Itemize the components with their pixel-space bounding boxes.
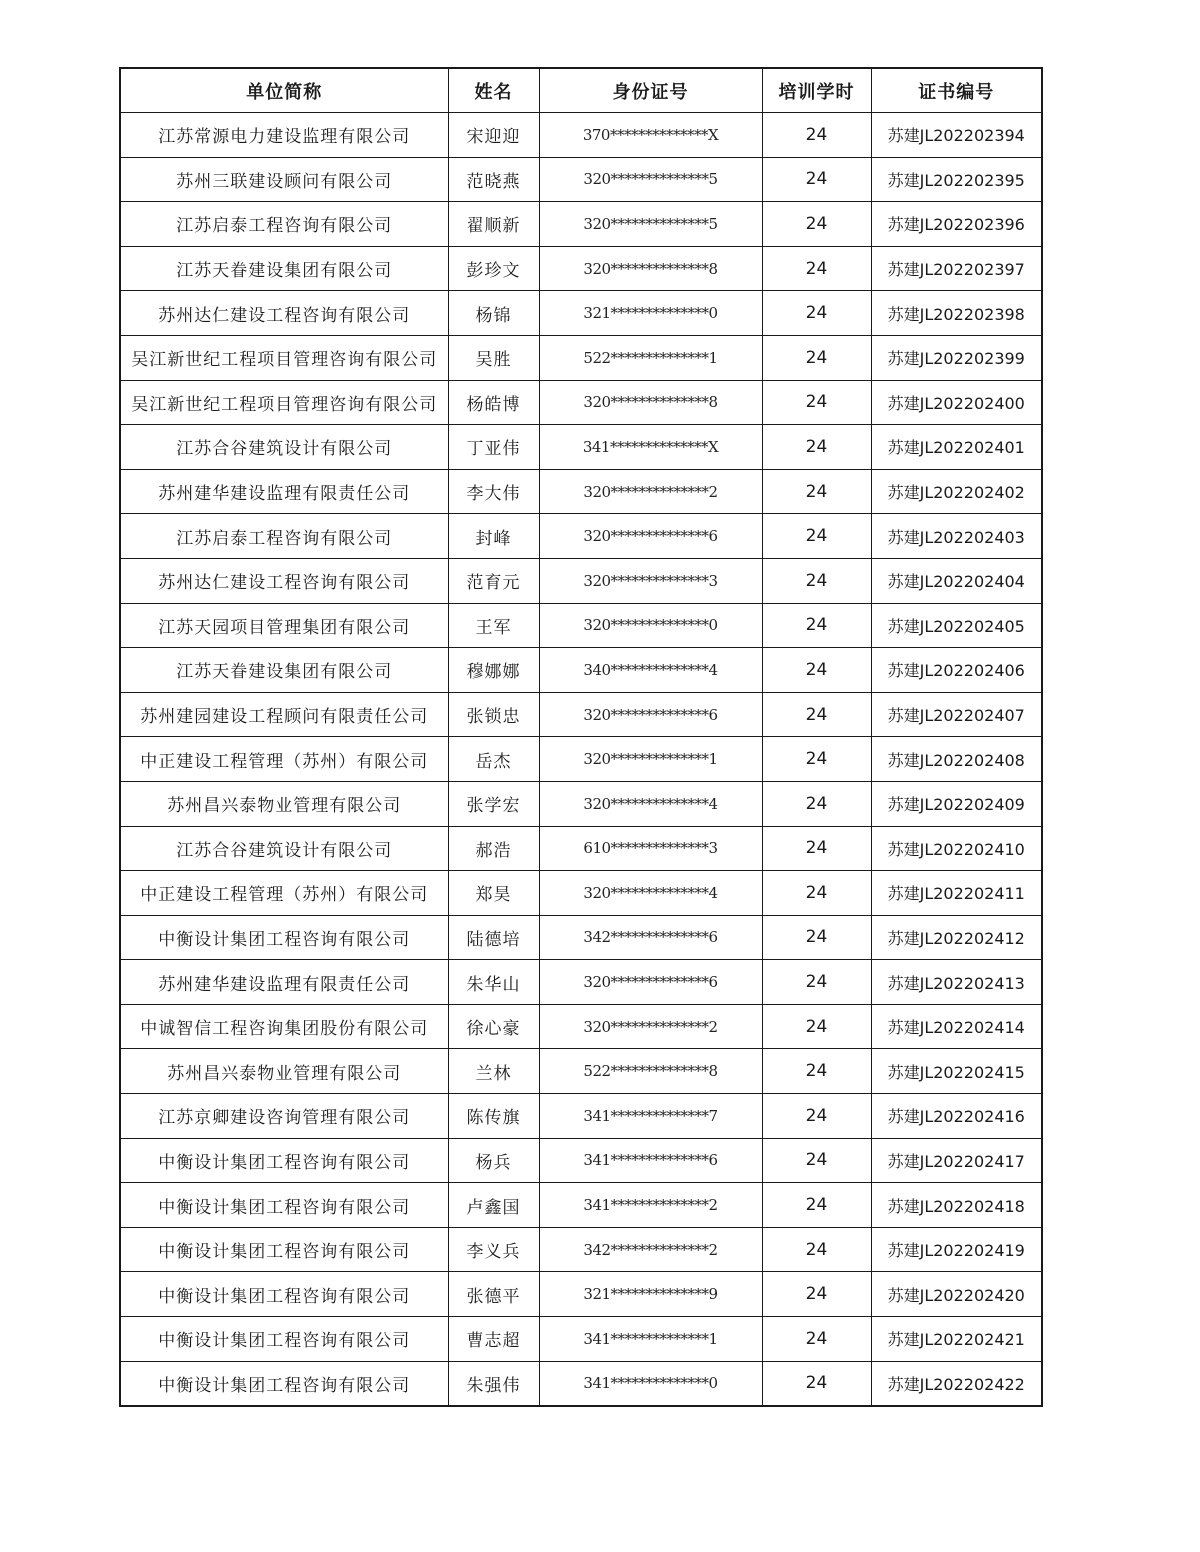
cell-unit: 江苏天眷建设集团有限公司 (120, 648, 448, 693)
cell-training-hours: 24 (762, 648, 871, 693)
cell-id-number: 341**************1 (539, 1317, 762, 1362)
cell-unit: 江苏启泰工程咨询有限公司 (120, 514, 448, 559)
cell-training-hours: 24 (762, 425, 871, 470)
cell-name: 封峰 (448, 514, 539, 559)
cell-certificate-number: 苏建JL202202403 (871, 514, 1042, 559)
cell-certificate-number: 苏建JL202202405 (871, 603, 1042, 648)
cell-training-hours: 24 (762, 1049, 871, 1094)
table-row (120, 425, 1042, 470)
cell-certificate-number: 苏建JL202202394 (871, 113, 1042, 158)
table-row (120, 603, 1042, 648)
cell-certificate-number: 苏建JL202202422 (871, 1361, 1042, 1406)
header-row (120, 68, 1042, 113)
table-row (120, 871, 1042, 916)
cell-certificate-number: 苏建JL202202397 (871, 246, 1042, 291)
cell-name: 朱华山 (448, 960, 539, 1005)
cell-id-number: 342**************2 (539, 1227, 762, 1272)
table-row (120, 781, 1042, 826)
cell-name: 张锁忠 (448, 692, 539, 737)
cell-certificate-number: 苏建JL202202417 (871, 1138, 1042, 1183)
table-row (120, 692, 1042, 737)
cell-unit: 苏州昌兴泰物业管理有限公司 (120, 1049, 448, 1094)
cell-id-number: 320**************3 (539, 558, 762, 603)
table-header (120, 68, 1042, 113)
header-certificate-number: 证书编号 (871, 68, 1042, 113)
cell-id-number: 522**************1 (539, 335, 762, 380)
table-row (120, 469, 1042, 514)
table-row (120, 113, 1042, 158)
cell-id-number: 321**************0 (539, 291, 762, 336)
cell-name: 朱强伟 (448, 1361, 539, 1406)
cell-training-hours: 24 (762, 291, 871, 336)
cell-name: 兰林 (448, 1049, 539, 1094)
cell-name: 李大伟 (448, 469, 539, 514)
cell-name: 岳杰 (448, 737, 539, 782)
cell-training-hours: 24 (762, 514, 871, 559)
cell-name: 卢鑫国 (448, 1183, 539, 1228)
table-row (120, 558, 1042, 603)
cell-unit: 中衡设计集团工程咨询有限公司 (120, 1361, 448, 1406)
cell-unit: 江苏京卿建设咨询管理有限公司 (120, 1094, 448, 1139)
cell-training-hours: 24 (762, 603, 871, 648)
cell-unit: 吴江新世纪工程项目管理咨询有限公司 (120, 380, 448, 425)
table-row (120, 1049, 1042, 1094)
cell-certificate-number: 苏建JL202202401 (871, 425, 1042, 470)
cell-id-number: 342**************6 (539, 915, 762, 960)
cell-certificate-number: 苏建JL202202396 (871, 202, 1042, 247)
cell-certificate-number: 苏建JL202202415 (871, 1049, 1042, 1094)
cell-id-number: 522**************8 (539, 1049, 762, 1094)
cell-certificate-number: 苏建JL202202418 (871, 1183, 1042, 1228)
cell-unit: 苏州达仁建设工程咨询有限公司 (120, 558, 448, 603)
cell-certificate-number: 苏建JL202202419 (871, 1227, 1042, 1272)
cell-training-hours: 24 (762, 1272, 871, 1317)
cell-certificate-number: 苏建JL202202406 (871, 648, 1042, 693)
cell-name: 穆娜娜 (448, 648, 539, 693)
cell-unit: 苏州三联建设顾问有限公司 (120, 157, 448, 202)
cell-name: 丁亚伟 (448, 425, 539, 470)
cell-certificate-number: 苏建JL202202411 (871, 871, 1042, 916)
cell-certificate-number: 苏建JL202202404 (871, 558, 1042, 603)
cell-id-number: 320**************8 (539, 246, 762, 291)
cell-training-hours: 24 (762, 781, 871, 826)
cell-training-hours: 24 (762, 1183, 871, 1228)
cell-id-number: 341**************6 (539, 1138, 762, 1183)
cell-name: 陈传旗 (448, 1094, 539, 1139)
table-row (120, 960, 1042, 1005)
cell-unit: 中正建设工程管理（苏州）有限公司 (120, 737, 448, 782)
table-row (120, 1094, 1042, 1139)
table-row (120, 1183, 1042, 1228)
cell-id-number: 320**************5 (539, 157, 762, 202)
cell-id-number: 320**************2 (539, 1004, 762, 1049)
cell-certificate-number: 苏建JL202202398 (871, 291, 1042, 336)
cell-unit: 江苏天眷建设集团有限公司 (120, 246, 448, 291)
cell-certificate-number: 苏建JL202202420 (871, 1272, 1042, 1317)
cell-training-hours: 24 (762, 737, 871, 782)
cell-certificate-number: 苏建JL202202413 (871, 960, 1042, 1005)
cell-name: 吴胜 (448, 335, 539, 380)
cell-certificate-number: 苏建JL202202408 (871, 737, 1042, 782)
table-row (120, 335, 1042, 380)
cell-training-hours: 24 (762, 692, 871, 737)
table-row (120, 1361, 1042, 1406)
cell-unit: 中衡设计集团工程咨询有限公司 (120, 1183, 448, 1228)
cell-training-hours: 24 (762, 1138, 871, 1183)
table-row (120, 514, 1042, 559)
cell-name: 范晓燕 (448, 157, 539, 202)
cell-id-number: 320**************1 (539, 737, 762, 782)
cell-unit: 江苏常源电力建设监理有限公司 (120, 113, 448, 158)
cell-id-number: 320**************0 (539, 603, 762, 648)
cell-name: 张德平 (448, 1272, 539, 1317)
cell-certificate-number: 苏建JL202202399 (871, 335, 1042, 380)
cell-training-hours: 24 (762, 960, 871, 1005)
cell-training-hours: 24 (762, 558, 871, 603)
table-row (120, 648, 1042, 693)
cell-name: 李义兵 (448, 1227, 539, 1272)
table-row (120, 1227, 1042, 1272)
cell-id-number: 320**************6 (539, 692, 762, 737)
cell-training-hours: 24 (762, 1361, 871, 1406)
cell-unit: 中衡设计集团工程咨询有限公司 (120, 1272, 448, 1317)
cell-certificate-number: 苏建JL202202409 (871, 781, 1042, 826)
cell-id-number: 370**************X (539, 113, 762, 158)
cell-name: 杨兵 (448, 1138, 539, 1183)
cell-unit: 江苏合谷建筑设计有限公司 (120, 425, 448, 470)
cell-certificate-number: 苏建JL202202410 (871, 826, 1042, 871)
cell-training-hours: 24 (762, 1094, 871, 1139)
table-row (120, 1004, 1042, 1049)
cell-training-hours: 24 (762, 380, 871, 425)
cell-id-number: 321**************9 (539, 1272, 762, 1317)
cell-unit: 中衡设计集团工程咨询有限公司 (120, 915, 448, 960)
cell-name: 杨皓博 (448, 380, 539, 425)
cell-certificate-number: 苏建JL202202395 (871, 157, 1042, 202)
cell-unit: 中衡设计集团工程咨询有限公司 (120, 1317, 448, 1362)
cell-unit: 中正建设工程管理（苏州）有限公司 (120, 871, 448, 916)
table-row (120, 380, 1042, 425)
cell-id-number: 341**************X (539, 425, 762, 470)
cell-certificate-number: 苏建JL202202407 (871, 692, 1042, 737)
cell-id-number: 341**************2 (539, 1183, 762, 1228)
cell-training-hours: 24 (762, 157, 871, 202)
table-row (120, 915, 1042, 960)
header-id-number: 身份证号 (539, 68, 762, 113)
cell-id-number: 320**************4 (539, 871, 762, 916)
cell-training-hours: 24 (762, 915, 871, 960)
cell-name: 郝浩 (448, 826, 539, 871)
cell-id-number: 320**************6 (539, 514, 762, 559)
cell-training-hours: 24 (762, 202, 871, 247)
header-unit: 单位简称 (120, 68, 448, 113)
cell-name: 彭珍文 (448, 246, 539, 291)
cell-name: 郑昊 (448, 871, 539, 916)
table-row (120, 826, 1042, 871)
table-row (120, 737, 1042, 782)
cell-name: 范育元 (448, 558, 539, 603)
cell-training-hours: 24 (762, 246, 871, 291)
cell-unit: 苏州昌兴泰物业管理有限公司 (120, 781, 448, 826)
table-row (120, 1317, 1042, 1362)
cell-name: 曹志超 (448, 1317, 539, 1362)
cell-training-hours: 24 (762, 1227, 871, 1272)
table-body (120, 113, 1042, 1407)
cell-id-number: 320**************5 (539, 202, 762, 247)
cell-training-hours: 24 (762, 335, 871, 380)
cell-certificate-number: 苏建JL202202421 (871, 1317, 1042, 1362)
cell-id-number: 340**************4 (539, 648, 762, 693)
cell-id-number: 320**************6 (539, 960, 762, 1005)
cell-certificate-number: 苏建JL202202412 (871, 915, 1042, 960)
cell-unit: 中衡设计集团工程咨询有限公司 (120, 1227, 448, 1272)
cell-certificate-number: 苏建JL202202402 (871, 469, 1042, 514)
cell-name: 杨锦 (448, 291, 539, 336)
cell-training-hours: 24 (762, 469, 871, 514)
cell-id-number: 320**************8 (539, 380, 762, 425)
cell-unit: 吴江新世纪工程项目管理咨询有限公司 (120, 335, 448, 380)
cell-name: 陆德培 (448, 915, 539, 960)
cell-id-number: 341**************0 (539, 1361, 762, 1406)
cell-unit: 苏州达仁建设工程咨询有限公司 (120, 291, 448, 336)
header-name: 姓名 (448, 68, 539, 113)
cell-id-number: 341**************7 (539, 1094, 762, 1139)
cell-name: 张学宏 (448, 781, 539, 826)
cell-training-hours: 24 (762, 871, 871, 916)
cell-unit: 苏州建园建设工程顾问有限责任公司 (120, 692, 448, 737)
cell-unit: 中衡设计集团工程咨询有限公司 (120, 1138, 448, 1183)
cell-certificate-number: 苏建JL202202416 (871, 1094, 1042, 1139)
table-row (120, 157, 1042, 202)
cell-training-hours: 24 (762, 1317, 871, 1362)
table-row (120, 202, 1042, 247)
cell-unit: 苏州建华建设监理有限责任公司 (120, 960, 448, 1005)
cell-unit: 江苏启泰工程咨询有限公司 (120, 202, 448, 247)
cell-certificate-number: 苏建JL202202400 (871, 380, 1042, 425)
cell-training-hours: 24 (762, 113, 871, 158)
cell-unit: 苏州建华建设监理有限责任公司 (120, 469, 448, 514)
cell-name: 徐心豪 (448, 1004, 539, 1049)
cell-id-number: 610**************3 (539, 826, 762, 871)
cell-unit: 中诚智信工程咨询集团股份有限公司 (120, 1004, 448, 1049)
cell-certificate-number: 苏建JL202202414 (871, 1004, 1042, 1049)
table-row (120, 1272, 1042, 1317)
cell-id-number: 320**************4 (539, 781, 762, 826)
cell-unit: 江苏天园项目管理集团有限公司 (120, 603, 448, 648)
table-row (120, 246, 1042, 291)
cell-id-number: 320**************2 (539, 469, 762, 514)
cell-name: 翟顺新 (448, 202, 539, 247)
training-roster-table (119, 67, 1043, 1407)
cell-unit: 江苏合谷建筑设计有限公司 (120, 826, 448, 871)
cell-name: 王军 (448, 603, 539, 648)
table-row (120, 291, 1042, 336)
cell-name: 宋迎迎 (448, 113, 539, 158)
header-training-hours: 培训学时 (762, 68, 871, 113)
cell-training-hours: 24 (762, 1004, 871, 1049)
cell-training-hours: 24 (762, 826, 871, 871)
table-row (120, 1138, 1042, 1183)
